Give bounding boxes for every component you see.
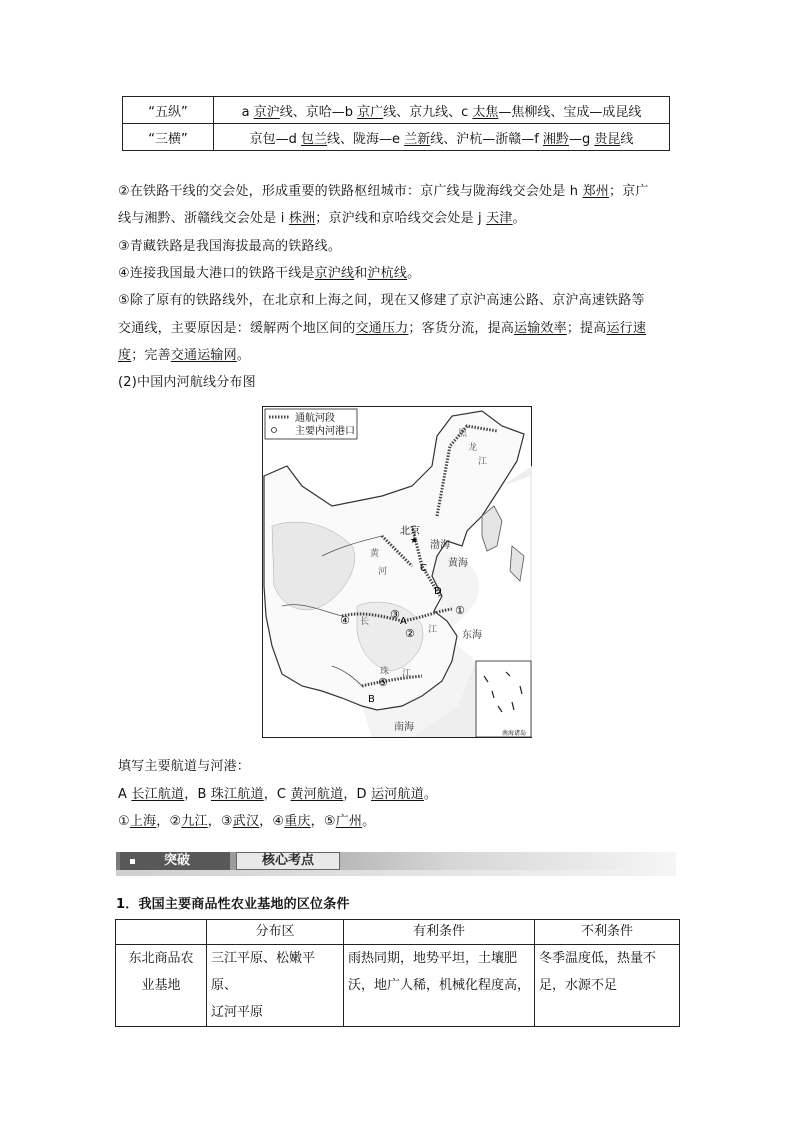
paragraph-5-line-1: ⑤除了原有的铁路线外，在北京和上海之间，现在又修建了京沪高速公路、京沪高速铁路等 <box>118 293 645 308</box>
inset-frame <box>476 661 531 737</box>
fill-prompt: 填写主要航道与河港： <box>118 759 251 774</box>
section-title: 1．我国主要商品性农业基地的区位条件 <box>116 897 350 912</box>
table-row <box>116 945 680 1027</box>
port-2: ② <box>405 627 415 640</box>
row-label: “三横” <box>123 124 214 151</box>
agriculture-table <box>115 919 680 1027</box>
table-row <box>123 124 670 151</box>
legend-route-label: 通航河段 <box>295 413 335 424</box>
row-label: “五纵” <box>123 97 214 124</box>
header-cell: 分布区 <box>207 920 344 945</box>
river-char: 河 <box>378 567 388 577</box>
header-cell: 不利条件 <box>535 920 680 945</box>
river-char: 江 <box>402 669 412 679</box>
river-char: 黄 <box>370 549 380 559</box>
legend-port-label: 主要内河港口 <box>295 426 355 437</box>
paragraph-2-line-1: ②在铁路干线的交会处，形成重要的铁路枢纽城市：京广线与陇海线交会处是 h 郑州；京广 <box>118 184 649 199</box>
railway-table <box>122 96 670 151</box>
row-content: a 京沪线、京哈—b 京广线、京九线、c 太焦—焦柳线、宝成—成昆线 <box>214 97 670 124</box>
label-bohai: 渤海 <box>430 540 450 551</box>
inland-waterway-map <box>262 406 532 738</box>
banner-underline <box>116 870 676 876</box>
letter-b: B <box>368 694 375 705</box>
label-huanghai: 黄海 <box>448 558 468 569</box>
fill-line-2: ①上海，②九江，③武汉，④重庆，⑤广州。 <box>118 814 376 829</box>
letter-a: A <box>400 616 407 627</box>
cell-area: 三江平原、松嫩平原、 辽河平原 <box>207 945 344 1027</box>
table-row <box>123 97 670 124</box>
cell-disadvantages: 冬季温度低，热量不 足，水源不足 <box>535 945 680 1027</box>
cell-advantages: 雨热同期，地势平坦，土壤肥 沃，地广人稀，机械化程度高， <box>344 945 535 1027</box>
river-char: 长 <box>360 617 370 627</box>
fill-line-1: A 长江航道，B 珠江航道，C 黄河航道，D 运河航道。 <box>118 787 438 802</box>
port-5: ⑤ <box>378 676 388 689</box>
banner-tag-breakthrough: 突破 <box>120 852 230 870</box>
header-cell: 有利条件 <box>344 920 535 945</box>
river-char: 江 <box>428 625 438 635</box>
port-3: ③ <box>390 608 400 621</box>
section-banner <box>116 852 676 870</box>
paragraph-4: ④连接我国最大港口的铁路干线是京沪线和沪杭线。 <box>118 266 421 281</box>
river-char: 江 <box>478 457 488 467</box>
header-cell <box>116 920 207 945</box>
cell-name: 东北商品农 业基地 <box>116 945 207 1027</box>
label-donghai: 东海 <box>462 630 482 641</box>
letter-c: C <box>420 563 427 574</box>
letter-d: D <box>434 586 442 597</box>
port-4: ④ <box>340 614 350 627</box>
paragraph-2-line-2: 线与湘黔、浙赣线交会处是 i 株洲；京沪线和京哈线交会处是 j 天津。 <box>118 211 526 226</box>
capital-star-icon: ★ <box>410 536 419 546</box>
paragraph-3: ③青藏铁路是我国海拔最高的铁路线。 <box>118 239 342 254</box>
map-caption: (2)中国内河航线分布图 <box>118 375 256 390</box>
inset-label: 南海诸岛 <box>502 730 527 737</box>
label-nanhai: 南海 <box>394 722 414 733</box>
river-char: 珠 <box>380 667 390 677</box>
label-beijing: 北京 <box>400 526 420 537</box>
river-char: 龙 <box>468 443 478 453</box>
table-header-row <box>116 920 680 945</box>
port-1: ① <box>455 604 465 617</box>
bullet-square-icon <box>130 859 135 864</box>
paragraph-5-line-3: 度；完善交通运输网。 <box>118 348 251 363</box>
banner-tag-key-points: 核心考点 <box>236 852 340 870</box>
row-content: 京包—d 包兰线、陇海—e 兰新线、沪杭—浙赣—f 湘黔—g 贵昆线 <box>214 124 670 151</box>
legend-port-icon <box>272 428 277 433</box>
river-char: 黑 <box>458 429 468 439</box>
paragraph-5-line-2: 交通线，主要原因是：缓解两个地区间的交通压力；客货分流，提高运输效率；提高运行速 <box>118 321 647 336</box>
